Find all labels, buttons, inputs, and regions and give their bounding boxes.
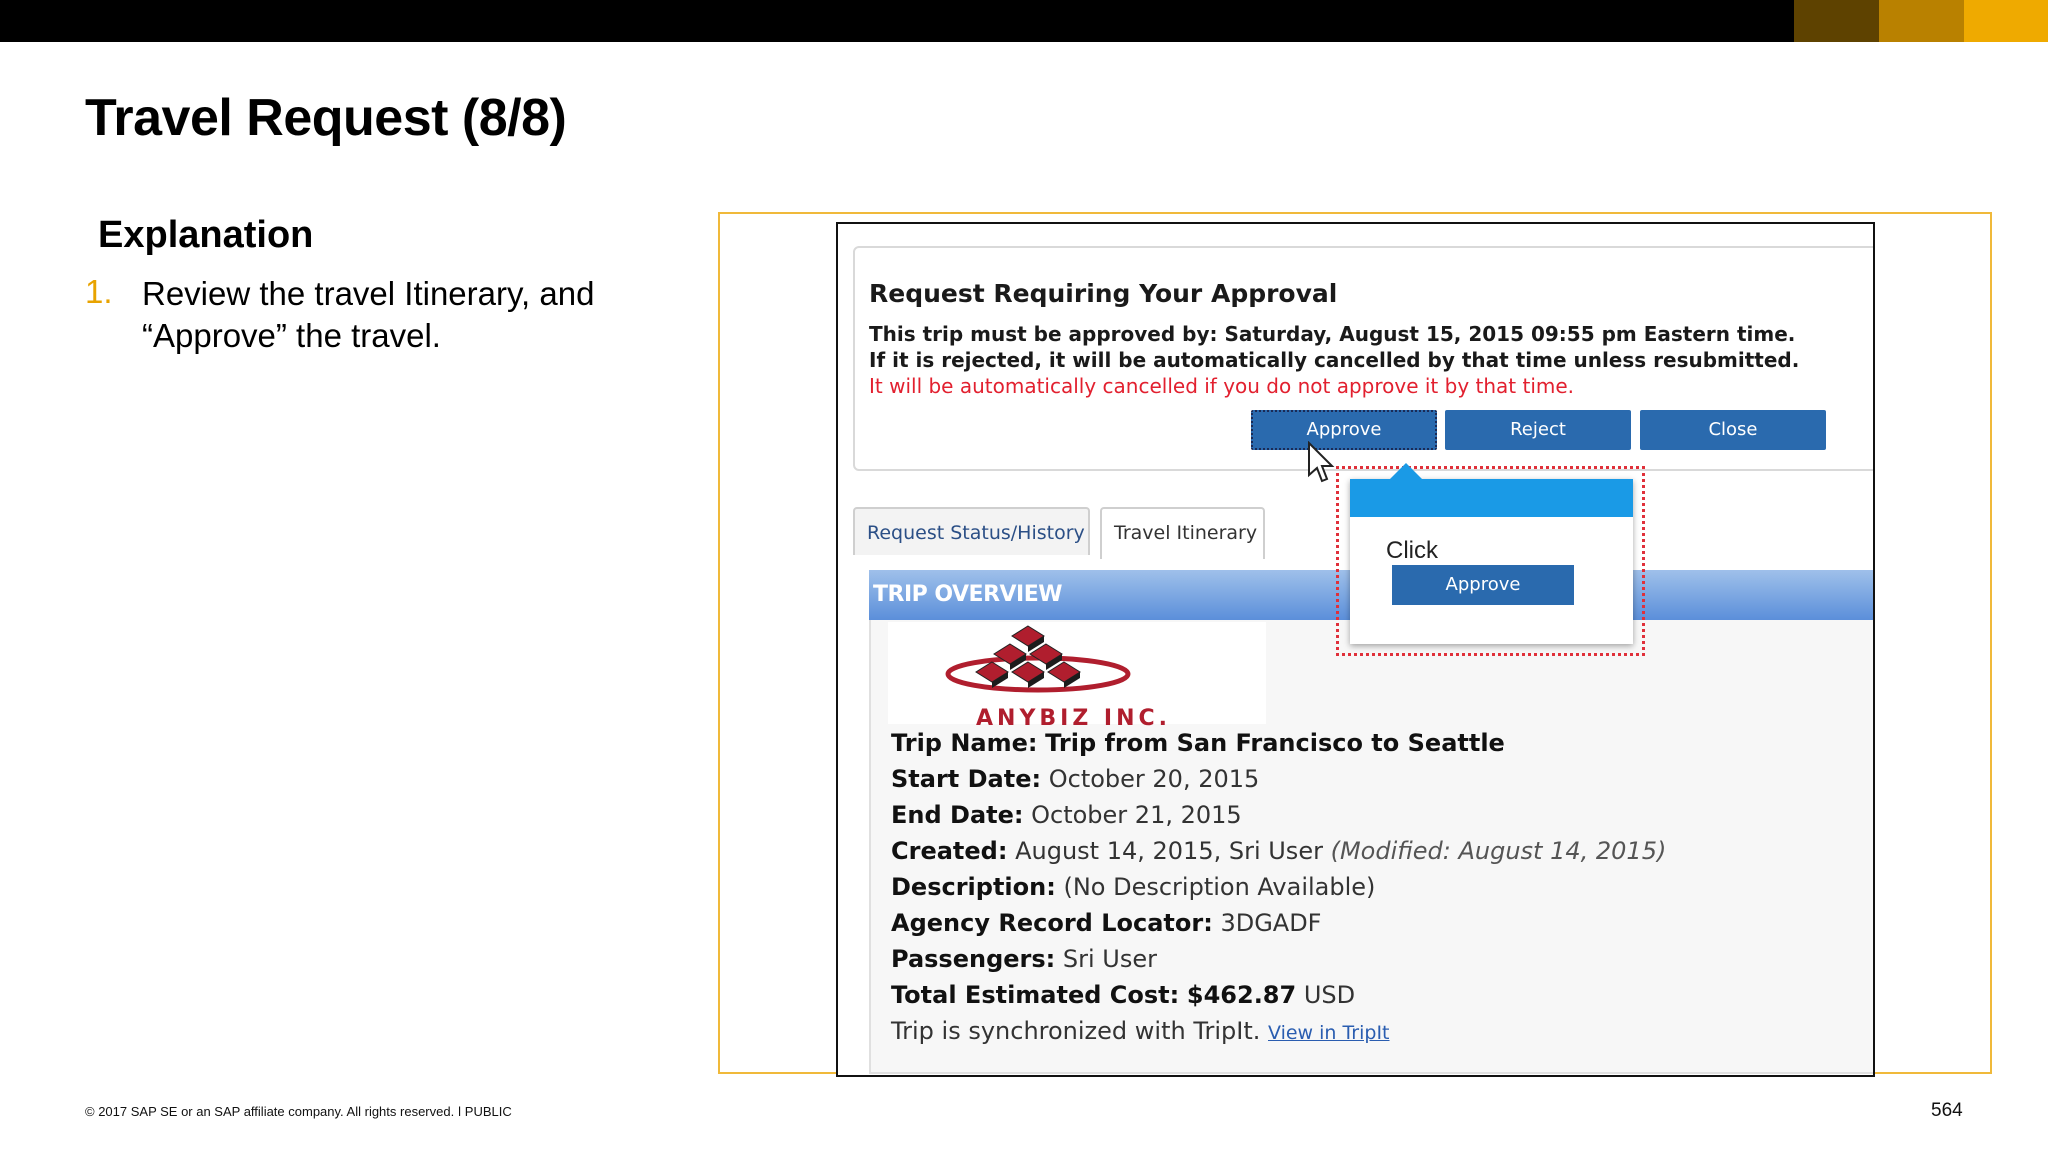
copyright-footer: © 2017 SAP SE or an SAP affiliate company. All rights reserved. ǀ PUBLIC: [85, 1104, 512, 1119]
approval-warning: It will be automatically cancelled if you do not approve it by that time.: [869, 374, 1575, 398]
explanation-heading: Explanation: [98, 214, 314, 256]
sync-row: [891, 1017, 1390, 1045]
trip-name-row: [891, 729, 1505, 757]
created-value: August 14, 2015, Sri User: [1015, 837, 1323, 865]
top-bar: [0, 0, 2048, 42]
locator-value: 3DGADF: [1220, 909, 1322, 937]
callout-approve-button: Approve: [1392, 565, 1574, 605]
cost-value: $462.87: [1186, 981, 1297, 1009]
start-date-value: October 20, 2015: [1048, 765, 1260, 793]
tab-request-status-history[interactable]: Request Status/History: [853, 507, 1090, 555]
trip-name-value: Trip from San Francisco to Seattle: [1045, 729, 1505, 757]
brand-stripe-light: [1964, 0, 2048, 42]
callout-header: [1350, 479, 1633, 517]
instruction-callout: [1350, 479, 1633, 644]
embedded-screenshot: [836, 222, 1875, 1077]
brand-stripe-mid: [1879, 0, 1964, 42]
reject-button[interactable]: Reject: [1445, 410, 1631, 450]
approve-button[interactable]: Approve: [1251, 410, 1437, 450]
cost-row: [891, 981, 1355, 1009]
approval-rejection-note: If it is rejected, it will be automatically cancelled by that time unless resubmitted.: [869, 348, 1800, 372]
page-number: 564: [1931, 1100, 1963, 1121]
callout-instruction: Click: [1386, 537, 1438, 564]
cost-label: Total Estimated Cost:: [891, 981, 1180, 1009]
end-date-value: October 21, 2015: [1031, 801, 1242, 829]
description-label: Description:: [891, 873, 1056, 901]
locator-label: Agency Record Locator:: [891, 909, 1213, 937]
end-date-label: End Date:: [891, 801, 1024, 829]
tab-travel-itinerary[interactable]: Travel Itinerary: [1100, 507, 1265, 559]
passengers-value: Sri User: [1062, 945, 1157, 973]
slide-title: Travel Request (8/8): [85, 89, 567, 147]
step-number: 1.: [85, 273, 113, 310]
created-label: Created:: [891, 837, 1008, 865]
step-text: Review the travel Itinerary, and “Approve” the travel.: [142, 275, 595, 354]
cost-currency: USD: [1303, 981, 1356, 1009]
end-date-row: [891, 801, 1242, 829]
passengers-label: Passengers:: [891, 945, 1056, 973]
view-in-tripit-link[interactable]: View in TripIt: [1268, 1022, 1390, 1044]
mouse-pointer-icon: [1307, 441, 1335, 485]
description-row: [891, 873, 1375, 901]
description-value: (No Description Available): [1063, 873, 1376, 901]
trip-overview-title: TRIP OVERVIEW: [873, 582, 1063, 607]
company-name: ANYBIZ INC.: [976, 706, 1172, 731]
start-date-label: Start Date:: [891, 765, 1042, 793]
approval-title: Request Requiring Your Approval: [869, 279, 1338, 308]
brand-stripe-dark: [1794, 0, 1879, 42]
approval-deadline: This trip must be approved by: Saturday, August 15, 2015 09:55 pm Eastern time.: [869, 322, 1796, 346]
trip-name-label: Trip Name:: [891, 729, 1038, 757]
passengers-row: [891, 945, 1157, 973]
locator-row: [891, 909, 1322, 937]
created-row: [891, 837, 1666, 865]
close-button[interactable]: Close: [1640, 410, 1826, 450]
modified-value: (Modified: August 14, 2015): [1330, 837, 1667, 865]
sync-text: Trip is synchronized with TripIt.: [891, 1017, 1261, 1045]
start-date-row: [891, 765, 1259, 793]
